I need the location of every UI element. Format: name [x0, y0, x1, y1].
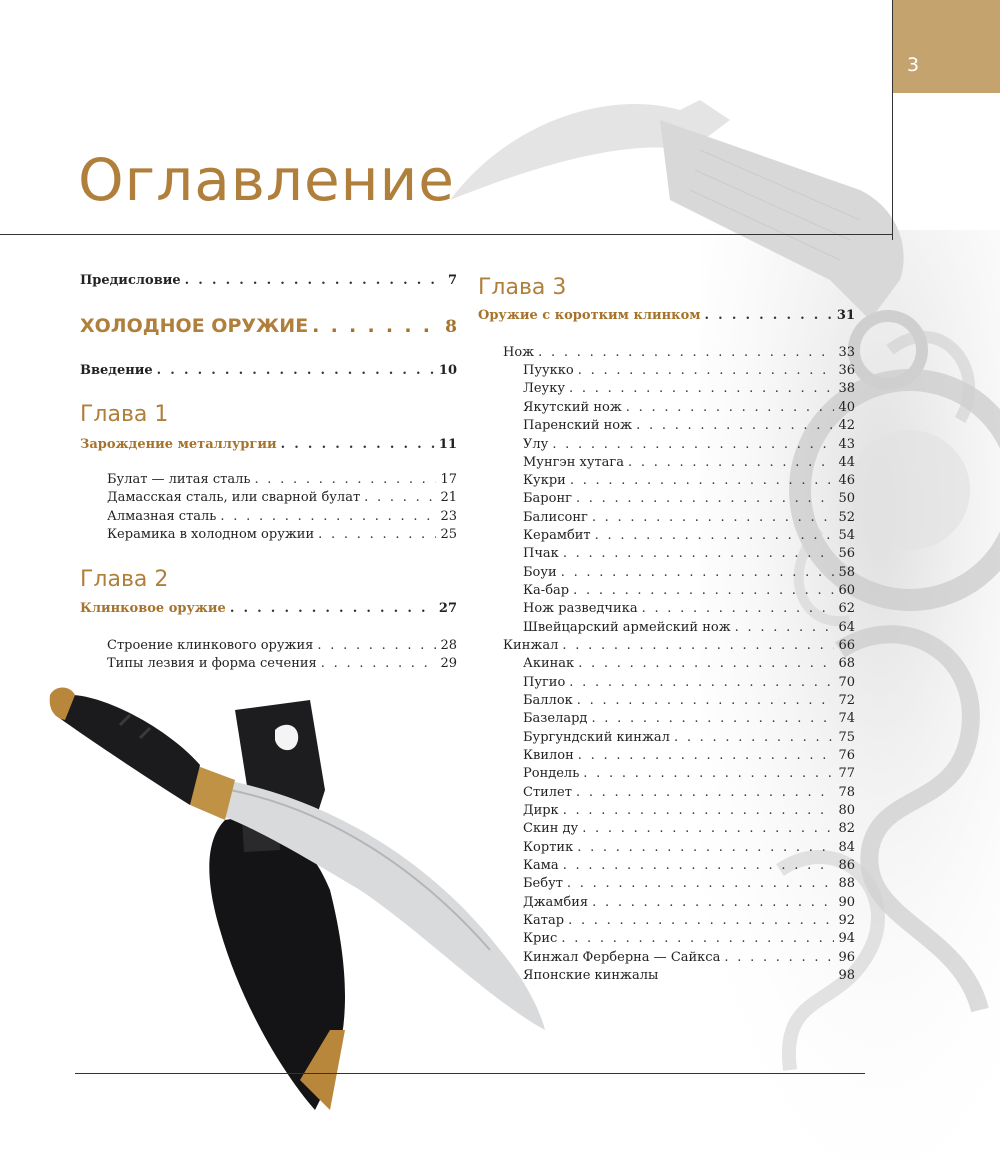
leader-dots — [576, 784, 835, 802]
bottom-divider — [75, 1073, 865, 1074]
toc-entry-page: 82 — [838, 821, 855, 836]
leader-dots — [552, 436, 834, 454]
leader-dots — [317, 637, 436, 655]
toc-entry-label: Алмазная сталь — [107, 509, 217, 524]
toc-entry-page: 23 — [440, 509, 457, 524]
toc-entry-page: 90 — [838, 895, 855, 910]
toc-entry-label: Булат — литая сталь — [107, 472, 251, 487]
toc-entry-page: 33 — [838, 345, 855, 360]
chapter-2-heading: Глава 2 — [80, 567, 169, 592]
toc-entry-page: 42 — [838, 418, 855, 433]
toc-entry[interactable] — [523, 857, 855, 875]
toc-entry[interactable] — [523, 619, 855, 637]
leader-dots — [568, 912, 834, 930]
toc-entry-page: 44 — [838, 455, 855, 470]
toc-entry-page: 60 — [838, 583, 855, 598]
leader-dots — [578, 747, 835, 765]
toc-entry-label: Якутский нож — [523, 400, 622, 415]
leader-dots — [642, 600, 835, 618]
toc-entry-page: 21 — [440, 490, 457, 505]
toc-entry-chapter1-main[interactable] — [80, 436, 457, 454]
toc-entry-page: 46 — [838, 473, 855, 488]
toc-entry[interactable] — [523, 692, 855, 710]
toc-entry-label: Швейцарский армейский нож — [523, 620, 731, 635]
toc-entry[interactable] — [523, 509, 855, 527]
toc-entry-preface[interactable] — [80, 272, 457, 290]
toc-entry-page: 64 — [838, 620, 855, 635]
toc-entry-knife[interactable] — [503, 344, 855, 362]
toc-entry-page: 31 — [836, 308, 855, 323]
page-title: Оглавление — [78, 146, 455, 214]
toc-entry-label: Керамика в холодном оружии — [107, 527, 315, 542]
toc-entry-label: Балисонг — [523, 510, 588, 525]
toc-entry[interactable] — [107, 637, 457, 655]
toc-entry-label: Пуукко — [523, 363, 574, 378]
leader-dots — [674, 729, 835, 747]
leader-dots — [570, 472, 835, 490]
toc-entry[interactable] — [523, 472, 855, 490]
leader-dots — [628, 454, 834, 472]
toc-entry-label: Кама — [523, 858, 559, 873]
toc-entry-page: 98 — [838, 968, 855, 983]
toc-entry-page: 80 — [838, 803, 855, 818]
leader-dots — [563, 545, 835, 563]
toc-entry-label: Акинак — [523, 656, 575, 671]
toc-section-page: 8 — [445, 317, 457, 337]
toc-entry-page: 68 — [838, 656, 855, 671]
toc-entry[interactable] — [523, 839, 855, 857]
leader-dots — [538, 344, 834, 362]
toc-entry-label: Крис — [523, 931, 558, 946]
toc-entry-label: Нож — [503, 345, 535, 360]
toc-entry-page: 10 — [438, 363, 457, 378]
toc-entry-label: Кинжал Ферберна — Сайкса — [523, 950, 721, 965]
toc-entry-label: Стилет — [523, 785, 572, 800]
toc-entry-page: 11 — [438, 437, 457, 452]
leader-dots — [567, 875, 835, 893]
toc-entry-page: 88 — [838, 876, 855, 891]
toc-entry-label: Зарождение металлургии — [80, 437, 277, 452]
chapter-3-heading: Глава 3 — [478, 275, 567, 300]
toc-entry-label: Дамасская сталь, или сварной булат — [107, 490, 361, 505]
toc-entry-dagger[interactable] — [503, 637, 855, 655]
toc-entry[interactable] — [523, 820, 855, 838]
leader-dots — [573, 582, 834, 600]
leader-dots — [577, 692, 835, 710]
leader-dots — [562, 637, 834, 655]
toc-entry-label: Типы лезвия и форма сечения — [107, 656, 317, 671]
toc-entry-label: Ка-бар — [523, 583, 570, 598]
toc-entry-label: Введение — [80, 363, 153, 378]
toc-entry-page: 74 — [838, 711, 855, 726]
toc-entry[interactable] — [107, 508, 457, 526]
page-number: 3 — [907, 54, 920, 76]
toc-entry-page: 77 — [838, 766, 855, 781]
leader-dots — [724, 949, 834, 967]
leader-dots — [563, 857, 835, 875]
toc-entry-page: 7 — [447, 273, 457, 288]
toc-entry[interactable] — [523, 380, 855, 398]
toc-entry-page: 17 — [440, 472, 457, 487]
toc-entry[interactable] — [523, 436, 855, 454]
top-divider — [0, 234, 893, 235]
toc-entry[interactable] — [523, 894, 855, 912]
toc-entry-label: Керамбит — [523, 528, 591, 543]
toc-entry-label: Дирк — [523, 803, 559, 818]
toc-entry[interactable] — [523, 655, 855, 673]
toc-entry[interactable] — [523, 765, 855, 783]
leader-dots — [157, 362, 435, 380]
toc-entry-page: 78 — [838, 785, 855, 800]
toc-entry-label: Баллок — [523, 693, 573, 708]
toc-entry-label: Предисловие — [80, 273, 181, 288]
toc-entry-label: Квилон — [523, 748, 574, 763]
toc-entry-page: 72 — [838, 693, 855, 708]
toc-entry[interactable] — [523, 784, 855, 802]
toc-entry-label: Клинковое оружие — [80, 601, 226, 616]
leader-dots — [563, 802, 835, 820]
toc-entry-page: 58 — [838, 565, 855, 580]
toc-entry-page: 62 — [838, 601, 855, 616]
toc-section-cold-weapons[interactable] — [80, 313, 457, 339]
leader-dots — [578, 362, 835, 380]
toc-entry[interactable] — [523, 967, 855, 985]
toc-entry-label: Нож разведчика — [523, 601, 638, 616]
leader-dots — [595, 527, 835, 545]
leader-dots — [735, 619, 835, 637]
toc-entry-chapter2-main[interactable] — [80, 600, 457, 618]
toc-entry-chapter3-main[interactable] — [478, 307, 855, 325]
toc-entry-label: Рондель — [523, 766, 580, 781]
leader-dots — [582, 820, 834, 838]
leader-dots — [281, 436, 435, 454]
toc-entry[interactable] — [523, 875, 855, 893]
leader-dots — [592, 509, 835, 527]
toc-entry-page: 25 — [440, 527, 457, 542]
toc-entry[interactable] — [523, 545, 855, 563]
toc-entry-page: 36 — [838, 363, 855, 378]
toc-entry-label: Японские кинжалы — [523, 968, 659, 983]
leader-dots — [312, 313, 439, 339]
toc-entry-page: 43 — [838, 437, 855, 452]
toc-entry-label: Паренский нож — [523, 418, 633, 433]
toc-entry[interactable] — [523, 930, 855, 948]
toc-entry-page: 50 — [838, 491, 855, 506]
toc-entry[interactable] — [107, 526, 457, 544]
toc-entry-page: 66 — [838, 638, 855, 653]
leader-dots — [569, 674, 834, 692]
toc-entry-page: 27 — [438, 601, 457, 616]
toc-entry-label: Бургундский кинжал — [523, 730, 670, 745]
toc-entry[interactable] — [107, 655, 457, 673]
toc-entry-label: Улу — [523, 437, 549, 452]
side-divider — [892, 0, 893, 240]
toc-entry[interactable] — [523, 490, 855, 508]
kukri-knife-image — [30, 670, 570, 1130]
toc-entry-label: Баронг — [523, 491, 572, 506]
toc-entry[interactable] — [523, 564, 855, 582]
toc-entry-label: Бебут — [523, 876, 563, 891]
toc-entry-page: 86 — [838, 858, 855, 873]
toc-entry-page: 92 — [838, 913, 855, 928]
toc-entry-page: 40 — [838, 400, 855, 415]
toc-section-label: ХОЛОДНОЕ ОРУЖИЕ — [80, 315, 309, 337]
leader-dots — [626, 399, 835, 417]
toc-entry-page: 54 — [838, 528, 855, 543]
toc-entry[interactable] — [523, 417, 855, 435]
leader-dots — [254, 471, 436, 489]
toc-entry-label: Кортик — [523, 840, 574, 855]
toc-entry[interactable] — [523, 949, 855, 967]
toc-entry[interactable] — [523, 912, 855, 930]
toc-entry[interactable] — [523, 527, 855, 545]
leader-dots — [591, 710, 834, 728]
toc-entry-page: 56 — [838, 546, 855, 561]
toc-entry-intro[interactable] — [80, 362, 457, 380]
toc-entry-page: 28 — [440, 638, 457, 653]
leader-dots — [705, 307, 833, 325]
toc-entry-label: Пчак — [523, 546, 559, 561]
leader-dots — [230, 600, 435, 618]
toc-entry-label: Оружие с коротким клинком — [478, 308, 701, 323]
toc-entry-label: Кинжал — [503, 638, 559, 653]
toc-entry-label: Леуку — [523, 381, 565, 396]
toc-entry-page: 52 — [838, 510, 855, 525]
toc-entry-label: Боуи — [523, 565, 557, 580]
leader-dots — [592, 894, 834, 912]
leader-dots — [318, 526, 436, 544]
toc-entry-label: Пугио — [523, 675, 566, 690]
toc-entry-label: Катар — [523, 913, 565, 928]
leader-dots — [561, 564, 835, 582]
toc-entry[interactable] — [523, 674, 855, 692]
toc-entry-label: Строение клинкового оружия — [107, 638, 314, 653]
toc-entry[interactable] — [523, 399, 855, 417]
toc-entry-page: 75 — [838, 730, 855, 745]
toc-entry[interactable] — [523, 802, 855, 820]
toc-entry-page: 96 — [838, 950, 855, 965]
toc-entry[interactable] — [523, 729, 855, 747]
toc-entry-page: 38 — [838, 381, 855, 396]
leader-dots — [364, 489, 436, 507]
toc-entry[interactable] — [107, 471, 457, 489]
toc-entry-page: 76 — [838, 748, 855, 763]
toc-entry-label: Базелард — [523, 711, 588, 726]
chapter-1-heading: Глава 1 — [80, 402, 169, 427]
toc-entry[interactable] — [523, 582, 855, 600]
toc-entry[interactable] — [523, 454, 855, 472]
toc-entry-page: 70 — [838, 675, 855, 690]
toc-entry-label: Кукри — [523, 473, 566, 488]
toc-entry[interactable] — [523, 600, 855, 618]
toc-entry-label: Джамбия — [523, 895, 589, 910]
leader-dots — [578, 655, 834, 673]
toc-entry[interactable] — [523, 362, 855, 380]
page-number-tab — [893, 0, 1000, 93]
toc-entry[interactable] — [523, 747, 855, 765]
leader-dots — [583, 765, 834, 783]
toc-entry-page: 29 — [440, 656, 457, 671]
toc-entry-page: 94 — [838, 931, 855, 946]
leader-dots — [561, 930, 834, 948]
toc-entry-label: Скин ду — [523, 821, 579, 836]
leader-dots — [185, 272, 439, 290]
toc-entry-label: Мунгэн хутага — [523, 455, 624, 470]
leader-dots — [577, 839, 834, 857]
leader-dots — [220, 508, 436, 526]
leader-dots — [636, 417, 834, 435]
leader-dots — [576, 490, 835, 508]
leader-dots — [569, 380, 834, 398]
toc-entry[interactable] — [523, 710, 855, 728]
toc-entry[interactable] — [107, 489, 457, 507]
toc-entry-page: 84 — [838, 840, 855, 855]
leader-dots — [321, 655, 437, 673]
